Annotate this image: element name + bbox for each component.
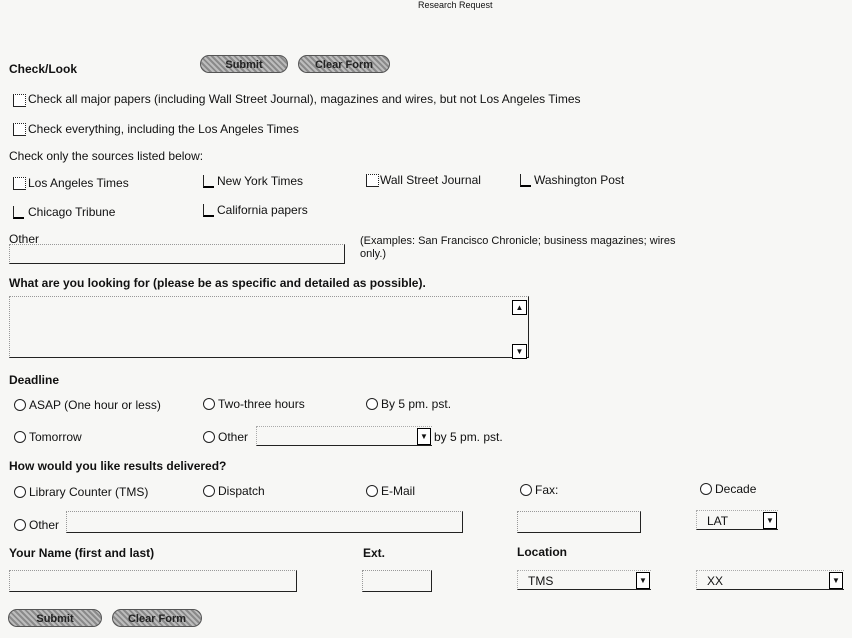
label-everything: Check everything, including the Los Angeles Times <box>28 122 299 136</box>
submit-button-top[interactable]: Submit <box>200 55 288 73</box>
radio-email[interactable] <box>366 485 378 497</box>
label-major-papers: Check all major papers (including Wall Street Journal), magazines and wires, but not Los Angeles Times <box>28 92 581 106</box>
label-library-counter: Library Counter (TMS) <box>29 485 149 499</box>
dropdown-arrow-icon: ▼ <box>636 572 650 589</box>
label-by-5pm: By 5 pm. pst. <box>381 397 452 411</box>
other-sources-hint: (Examples: San Francisco Chronicle; business magazines; wires only.) <box>360 235 676 260</box>
looking-for-heading: What are you looking for (please be as specific and detailed as possible). <box>9 276 426 290</box>
radio-decade[interactable] <box>700 483 712 495</box>
radio-delivery-other[interactable] <box>14 519 26 531</box>
radio-deadline-other[interactable] <box>203 431 215 443</box>
delivery-other-input[interactable] <box>66 511 463 533</box>
label-ny-times: New York Times <box>217 174 304 188</box>
decade-select[interactable] <box>696 510 778 530</box>
label-la-times: Los Angeles Times <box>28 176 129 190</box>
clear-form-button-top[interactable]: Clear Form <box>298 55 390 73</box>
radio-library-counter[interactable] <box>14 486 26 498</box>
location-select-value: TMS <box>528 574 554 588</box>
dropdown-arrow-icon: ▼ <box>763 512 777 529</box>
checkbox-everything[interactable] <box>13 123 26 136</box>
your-name-input[interactable] <box>9 570 297 592</box>
label-wsj: Wall Street Journal <box>380 173 481 187</box>
radio-fax[interactable] <box>520 484 532 496</box>
location-select[interactable] <box>517 570 651 590</box>
checkbox-chicago-tribune[interactable] <box>13 206 24 219</box>
radio-dispatch[interactable] <box>203 485 215 497</box>
checkbox-la-times[interactable] <box>13 177 26 190</box>
decade-select-value: LAT <box>707 514 729 528</box>
checkbox-major-papers[interactable] <box>13 94 26 107</box>
page-title: Research Request <box>418 0 493 10</box>
check-only-label: Check only the sources listed below: <box>9 149 204 163</box>
scroll-down-icon[interactable]: ▼ <box>512 344 527 359</box>
label-delivery-other: Other <box>29 518 60 532</box>
submit-button-bottom[interactable]: Submit <box>8 609 102 627</box>
radio-tomorrow[interactable] <box>14 431 26 443</box>
location-label: Location <box>517 545 567 559</box>
label-deadline-other: Other <box>218 430 249 444</box>
other-sources-input[interactable] <box>9 244 345 264</box>
check-look-heading: Check/Look <box>9 62 78 76</box>
deadline-other-select[interactable] <box>256 426 432 446</box>
radio-asap[interactable] <box>14 399 26 411</box>
label-fax: Fax: <box>535 483 559 497</box>
deadline-heading: Deadline <box>9 373 60 387</box>
label-email: E-Mail <box>381 484 416 498</box>
label-asap: ASAP (One hour or less) <box>29 398 161 412</box>
radio-by-5pm[interactable] <box>366 398 378 410</box>
looking-for-textarea[interactable] <box>9 296 529 358</box>
extra-select[interactable] <box>696 570 844 590</box>
dropdown-arrow-icon: ▼ <box>829 572 843 589</box>
extra-select-value: XX <box>707 574 724 588</box>
label-decade: Decade <box>715 482 757 496</box>
ext-label: Ext. <box>363 546 386 560</box>
label-chicago-tribune: Chicago Tribune <box>28 205 116 219</box>
dropdown-arrow-icon: ▼ <box>417 428 431 445</box>
other-sources-label: Other <box>9 232 40 246</box>
scroll-up-icon[interactable]: ▲ <box>512 300 527 315</box>
checkbox-washington-post[interactable] <box>520 174 531 187</box>
checkbox-ny-times[interactable] <box>203 175 214 188</box>
ext-input[interactable] <box>362 570 432 592</box>
your-name-label: Your Name (first and last) <box>9 546 155 560</box>
label-washington-post: Washington Post <box>534 173 625 187</box>
radio-two-three-hours[interactable] <box>203 398 215 410</box>
delivery-heading: How would you like results delivered? <box>9 459 227 473</box>
deadline-other-suffix: by 5 pm. pst. <box>434 430 503 444</box>
clear-form-button-bottom[interactable]: Clear Form <box>112 609 202 627</box>
fax-number-input[interactable] <box>517 511 641 533</box>
checkbox-wsj[interactable] <box>366 174 379 187</box>
label-dispatch: Dispatch <box>218 484 265 498</box>
label-tomorrow: Tomorrow <box>29 430 82 444</box>
label-california-papers: California papers <box>217 203 308 217</box>
label-two-three-hours: Two-three hours <box>218 397 305 411</box>
checkbox-california-papers[interactable] <box>203 204 214 217</box>
